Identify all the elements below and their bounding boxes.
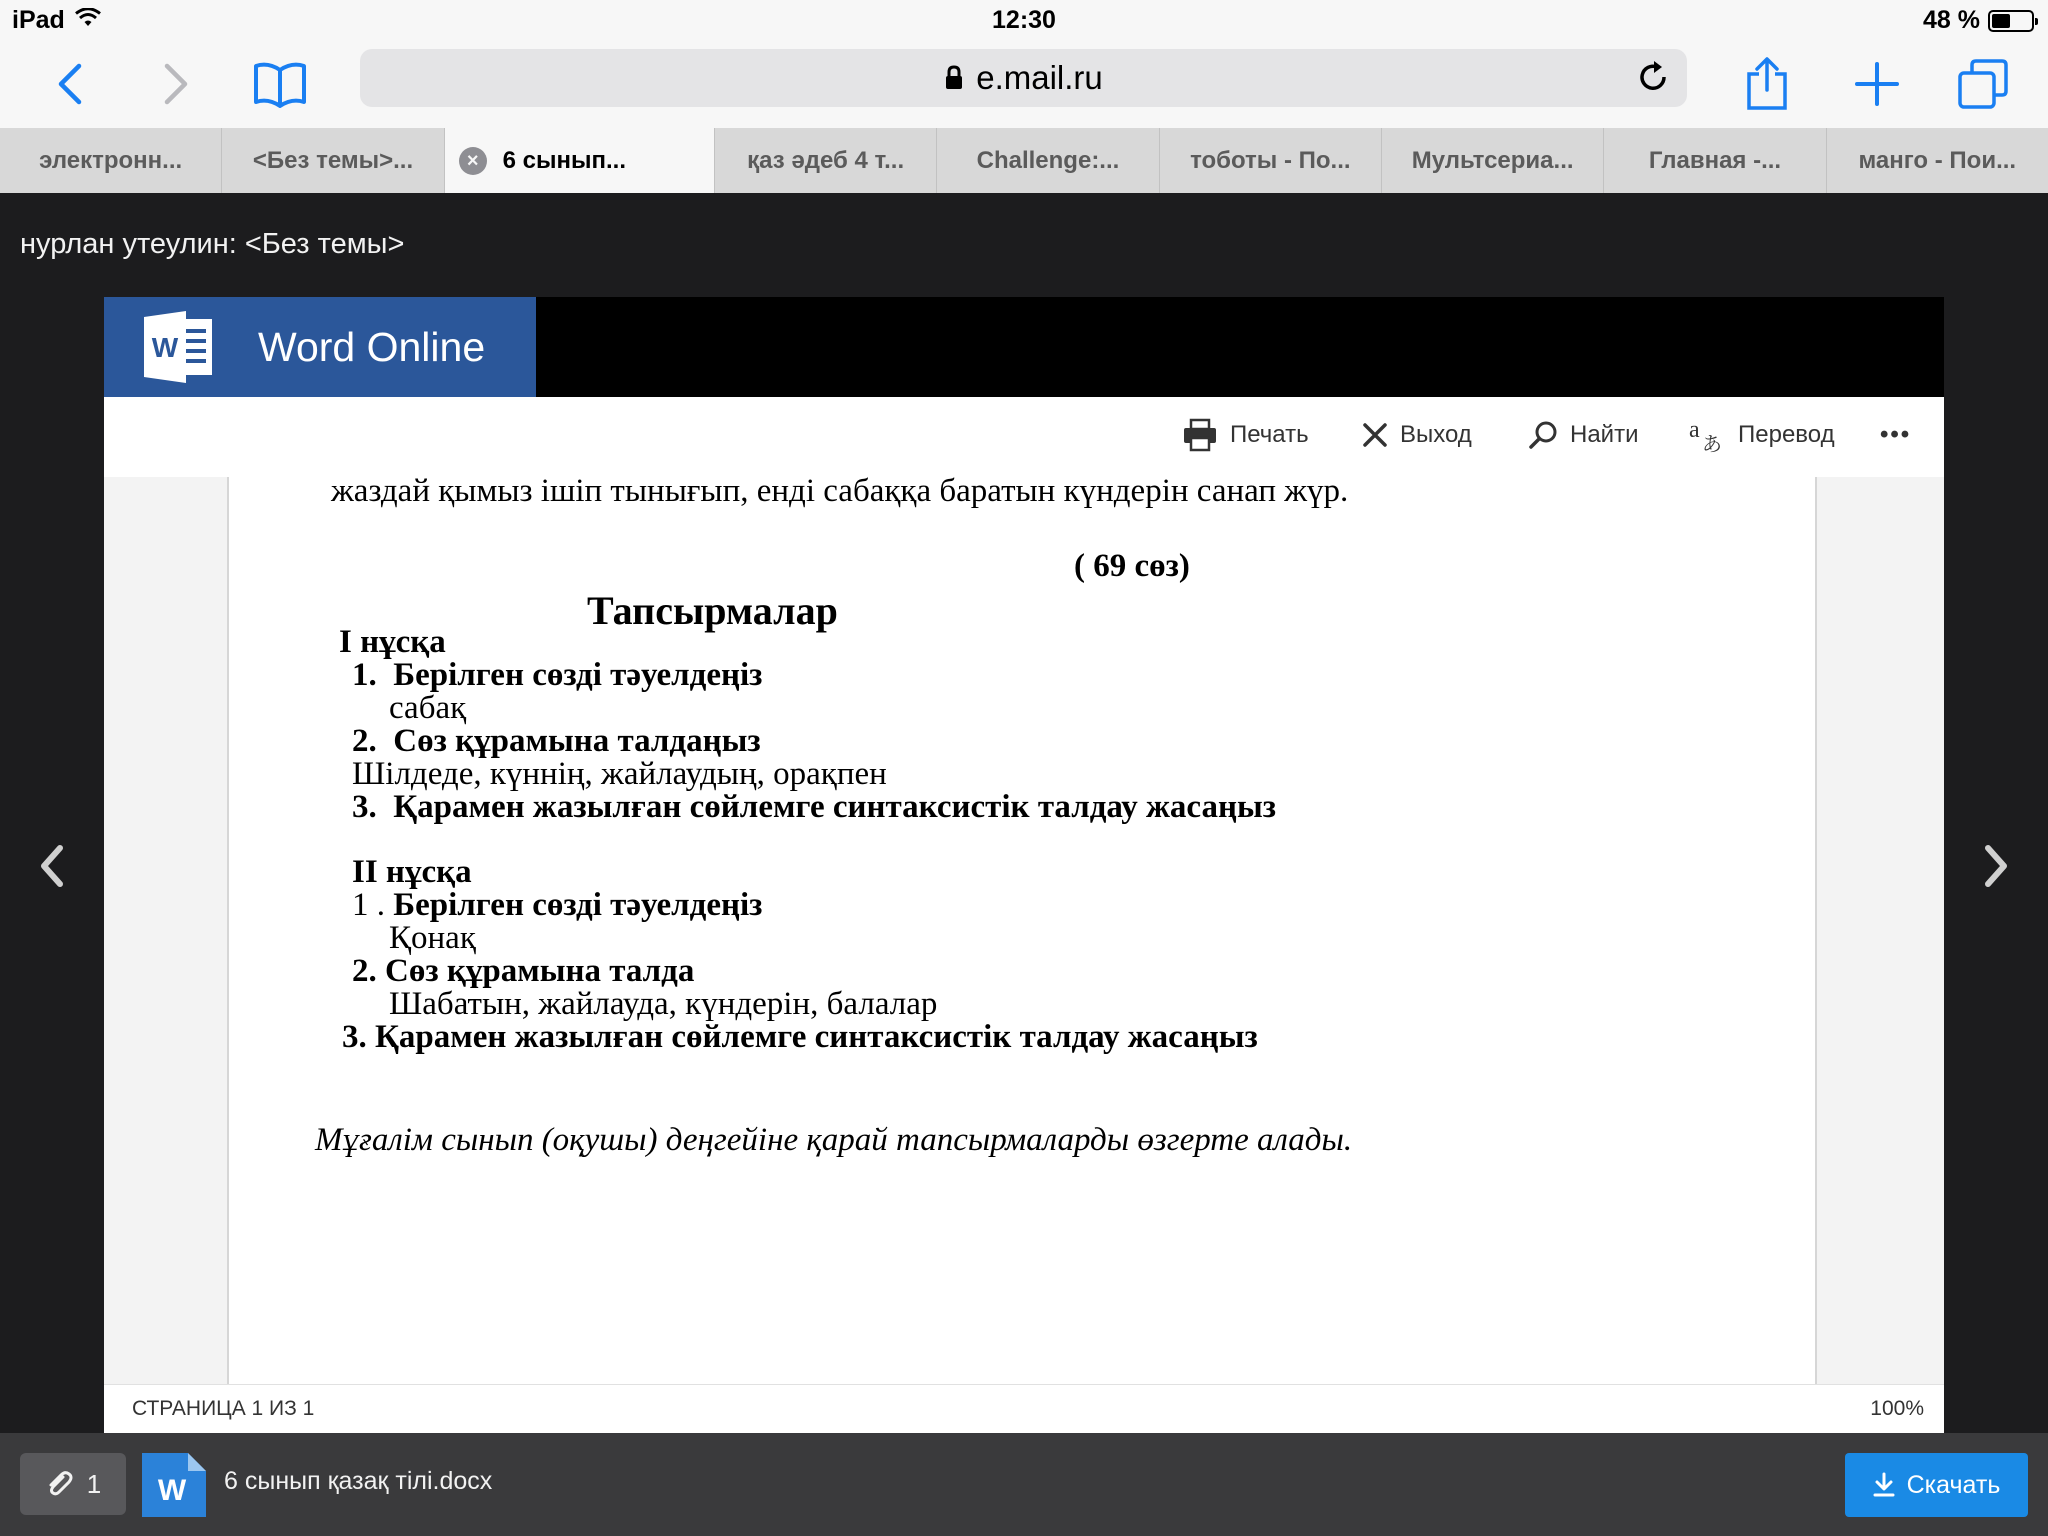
forward-button[interactable] bbox=[152, 40, 200, 128]
attachments-count: 1 bbox=[86, 1468, 102, 1499]
chevron-right-icon bbox=[1982, 844, 2010, 888]
lock-icon bbox=[944, 65, 964, 91]
translate-button[interactable]: a あ Перевод bbox=[1689, 417, 1835, 455]
variant-heading: І нұсқа bbox=[339, 624, 446, 660]
browser-toolbar bbox=[0, 40, 2048, 128]
search-icon bbox=[1528, 420, 1558, 450]
book-icon bbox=[252, 60, 308, 108]
svg-text:あ: あ bbox=[1702, 432, 1722, 455]
task-text: Берілген сөзді тәуелдеңіз bbox=[393, 887, 763, 923]
tab[interactable]: тоботы - По... bbox=[1160, 128, 1382, 193]
document-viewport[interactable] bbox=[104, 477, 1944, 1384]
task-item: 2. Сөз құрамына талда bbox=[352, 953, 695, 989]
bookmarks-button[interactable] bbox=[250, 40, 310, 128]
battery-percent: 48 % bbox=[1923, 6, 1980, 34]
tab[interactable]: электронн... bbox=[0, 128, 222, 193]
page-indicator: СТРАНИЦА 1 ИЗ 1 bbox=[132, 1397, 315, 1420]
word-count: ( 69 сөз) bbox=[1074, 548, 1190, 584]
chevron-left-icon bbox=[38, 844, 66, 888]
plus-icon bbox=[1854, 61, 1900, 107]
back-button[interactable] bbox=[46, 40, 94, 128]
next-page-button[interactable] bbox=[1974, 836, 2018, 896]
app-title: Word Online bbox=[258, 323, 486, 370]
previous-page-button[interactable] bbox=[30, 836, 74, 896]
task-item: 3. Қарамен жазылған сөйлемге синтаксистік талдау жасаңыз bbox=[342, 1019, 1258, 1055]
address-bar[interactable] bbox=[360, 49, 1687, 107]
share-button[interactable] bbox=[1740, 40, 1794, 128]
tab[interactable]: Главная -... bbox=[1604, 128, 1826, 193]
word-header bbox=[104, 297, 1944, 397]
tabs-icon bbox=[1956, 57, 2010, 111]
variant-heading: ІІ нұсқа bbox=[352, 854, 472, 890]
paperclip-icon bbox=[45, 1469, 75, 1499]
tab[interactable]: Мультсериа... bbox=[1382, 128, 1604, 193]
clock: 12:30 bbox=[992, 6, 1056, 34]
task-item: 2. Сөз құрамына талдаңыз bbox=[352, 723, 761, 759]
reload-button[interactable] bbox=[1633, 57, 1673, 105]
task-item bbox=[352, 887, 762, 924]
word-brand bbox=[104, 297, 536, 397]
exit-button[interactable]: Выход bbox=[1362, 415, 1472, 455]
file-icon-letter: W bbox=[157, 1474, 187, 1507]
attachments-button[interactable] bbox=[20, 1453, 126, 1515]
docx-file-icon[interactable] bbox=[142, 1453, 206, 1517]
file-name[interactable]: 6 сынып қазақ тілі.docx bbox=[224, 1467, 493, 1495]
zoom-level[interactable]: 100% bbox=[1870, 1397, 1924, 1420]
doc-text-line: жаздай қымыз ішіп тынығып, енді сабаққа баратын күндерін санап жүр. bbox=[331, 477, 1349, 509]
tab[interactable]: манго - Пои... bbox=[1858, 146, 2017, 174]
print-button[interactable]: Печать bbox=[1182, 415, 1309, 455]
find-button[interactable]: Найти bbox=[1528, 415, 1638, 455]
tab[interactable]: Challenge:... bbox=[937, 128, 1159, 193]
download-button[interactable]: Скачать bbox=[1845, 1453, 2028, 1517]
status-bar bbox=[0, 0, 2048, 40]
doc-text-line: Шабатын, жайлауда, күндерін, балалар bbox=[389, 986, 938, 1022]
word-status-bar bbox=[104, 1384, 1944, 1433]
chevron-right-icon bbox=[161, 62, 191, 106]
close-icon bbox=[1362, 422, 1388, 448]
word-online-viewer bbox=[104, 297, 1944, 1433]
close-tab-icon[interactable]: × bbox=[459, 147, 487, 175]
word-logo-icon bbox=[142, 309, 218, 385]
more-options-button[interactable] bbox=[1880, 415, 1911, 455]
task-number: 1 . bbox=[352, 887, 385, 923]
download-icon bbox=[1873, 1472, 1895, 1498]
email-subject: нурлан утеулин: <Без темы> bbox=[20, 228, 405, 260]
battery-fill bbox=[1992, 14, 2010, 28]
device-name: iPad bbox=[12, 6, 65, 34]
translate-icon bbox=[1688, 415, 1726, 455]
reload-icon bbox=[1633, 57, 1673, 97]
printer-icon bbox=[1182, 418, 1218, 452]
attachment-bar bbox=[0, 1433, 2048, 1536]
tab-bar bbox=[0, 128, 2048, 193]
task-item: 3. Қарамен жазылған сөйлемге синтаксистік талдау жасаңыз bbox=[352, 789, 1277, 825]
doc-text-line: Қонақ bbox=[389, 920, 476, 956]
battery-icon bbox=[1988, 10, 2034, 32]
url-text: e.mail.ru bbox=[976, 59, 1103, 96]
task-item: 1. Берілген сөзді тәуелдеңіз bbox=[352, 657, 763, 693]
tab[interactable]: қаз әдеб 4 т... bbox=[715, 128, 937, 193]
doc-footnote: Мұғалім сынып (оқушы) деңгейіне қарай тапсырмаларды өзгерте алады. bbox=[315, 1122, 1353, 1158]
share-icon bbox=[1744, 56, 1790, 112]
tabs-overview-button[interactable] bbox=[1954, 40, 2012, 128]
more-icon: ••• bbox=[1880, 421, 1912, 448]
doc-text-line: Шілдеде, күннің, жайлаудың, орақпен bbox=[352, 756, 887, 792]
doc-heading: Тапсырмалар bbox=[587, 588, 838, 633]
doc-text-line: сабақ bbox=[389, 690, 467, 726]
new-tab-button[interactable] bbox=[1850, 40, 1904, 128]
chevron-left-icon bbox=[55, 62, 85, 106]
tab-active[interactable]: × 6 сынып... bbox=[445, 128, 715, 193]
svg-text:a: a bbox=[1689, 417, 1700, 443]
document-page bbox=[227, 477, 1817, 1384]
command-bar bbox=[104, 397, 1944, 477]
word-logo-letter: W bbox=[151, 332, 179, 363]
tab[interactable]: <Без темы>... bbox=[222, 128, 444, 193]
